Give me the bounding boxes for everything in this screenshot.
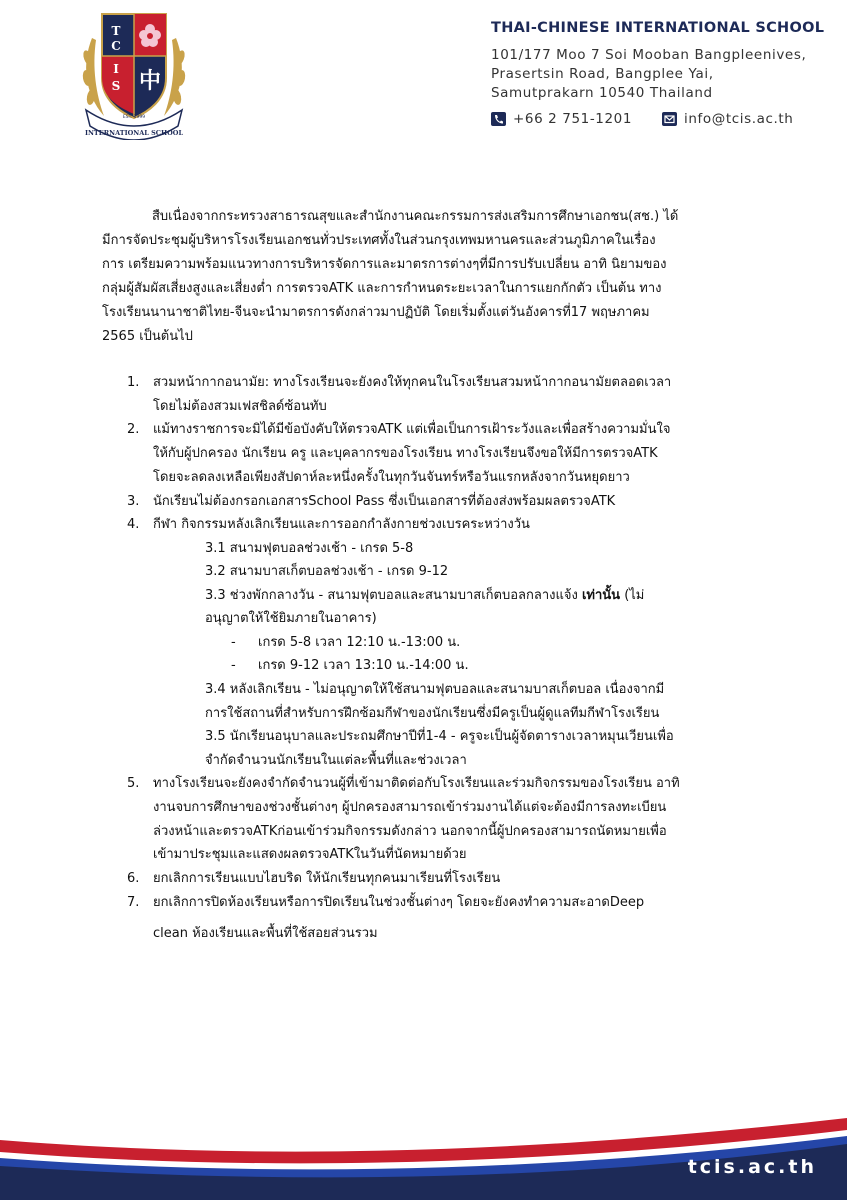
- school-name: THAI-CHINESE INTERNATIONAL SCHOOL: [491, 20, 825, 36]
- list-number: 5.: [127, 776, 140, 791]
- list-item-line: โดยจะลดลงเหลือเพียงสัปดาห์ละหนึ่งครั้งในทุกวันจันทร์หรือวันแรกหลังจากวันหยุดยาว: [153, 470, 630, 485]
- time-slot-1: เกรด 5-8 เวลา 12:10 น.-13:00 น.: [258, 635, 461, 650]
- intro-line: มีการจัดประชุมผู้บริหารโรงเรียนเอกชนทั่วประเทศทั้งในส่วนกรุงเทพมหานครและส่วนภูมิภาคในเรื่อง: [102, 233, 656, 248]
- sub-item-3-5-cont: จำกัดจำนวนนักเรียนในแต่ละพื้นที่และช่วงเวลา: [205, 753, 467, 768]
- address-line-1: 101/177 Moo 7 Soi Mooban Bangpleenives,: [491, 47, 807, 63]
- intro-line: การ เตรียมความพร้อมแนวทางการบริหารจัดการและมาตรการต่างๆที่มีการปรับเปลี่ยน อาทิ นิยามของ: [102, 257, 667, 272]
- sub-item-3-3: [205, 584, 644, 608]
- list-item-line: เข้ามาประชุมและแสดงผลตรวจATKในวันที่นัดหมายด้วย: [153, 847, 467, 862]
- intro-line: 2565 เป็นต้นไป: [102, 329, 193, 344]
- list-item-line: ยกเลิกการปิดห้องเรียนหรือการปิดเรียนในช่วงชั้นต่างๆ โดยจะยังคงทำความสะอาดDeep: [153, 895, 645, 910]
- sub-item-3-2: 3.2 สนามบาสเก็ตบอลช่วงเช้า - เกรด 9-12: [205, 564, 449, 579]
- list-item-line: ทางโรงเรียนจะยังคงจำกัดจำนวนผู้ที่เข้ามาติดต่อกับโรงเรียนและร่วมกิจกรรมของโรงเรียน อาทิ: [153, 776, 680, 791]
- list-number: 6.: [127, 871, 140, 886]
- sub-item-3-5: 3.5 นักเรียนอนุบาลและประถมศึกษาปีที่1-4 - ครูจะเป็นผู้จัดตารางเวลาหมุนเวียนเพื่อ: [205, 729, 674, 744]
- phone-number: +66 2 751-1201: [513, 111, 633, 127]
- school-logo: [78, 8, 190, 140]
- intro-line: สืบเนื่องจากกระทรวงสาธารณสุขและสำนักงานคณะกรรมการส่งเสริมการศึกษาเอกชน(สช.) ได้: [152, 209, 679, 224]
- address-line-3: Samutprakarn 10540 Thailand: [491, 85, 713, 101]
- list-number: 7.: [127, 895, 140, 910]
- dash-bullet: -: [231, 658, 236, 673]
- svg-text:中: 中: [138, 69, 162, 94]
- email-address: info@tcis.ac.th: [684, 111, 794, 127]
- email-contact: [662, 111, 793, 127]
- time-slot-2: เกรด 9-12 เวลา 13:10 น.-14:00 น.: [258, 658, 469, 673]
- list-item-line: กีฬา กิจกรรมหลังเลิกเรียนและการออกกำลังกายช่วงเบรคระหว่างวัน: [153, 517, 530, 532]
- svg-text:INTERNATIONAL SCHOOL: INTERNATIONAL SCHOOL: [84, 129, 184, 137]
- list-number: 1.: [127, 375, 140, 390]
- phone-contact: [491, 111, 632, 127]
- list-item-line: ยกเลิกการเรียนแบบไฮบริด ให้นักเรียนทุกคนมาเรียนที่โรงเรียน: [153, 871, 501, 886]
- website-url[interactable]: tcis.ac.th: [687, 1156, 817, 1178]
- svg-text:C: C: [111, 39, 121, 53]
- phone-icon: [491, 112, 506, 126]
- sub-item-3-4-cont: การใช้สถานที่สำหรับการฝึกซ้อมกีฬาของนักเรียนซึ่งมีครูเป็นผู้ดูแลทีมกีฬาโรงเรียน: [205, 706, 660, 721]
- emphasis-text: เท่านั้น: [581, 588, 621, 603]
- dash-bullet: -: [231, 635, 236, 650]
- list-item-line: clean ห้องเรียนและพื้นที่ใช้สอยส่วนรวม: [153, 926, 378, 941]
- sub-item-text: (ไม่: [620, 588, 645, 603]
- list-item-line: แม้ทางราชการจะมิได้มีข้อบังคับให้ตรวจATK แต่เพื่อเป็นการเฝ้าระวังและเพื่อสร้างความมั่นใจ: [153, 422, 671, 437]
- sub-item-text: 3.3 ช่วงพักกลางวัน - สนามฟุตบอลและสนามบาสเก็ตบอลกลางแจ้ง: [205, 588, 582, 603]
- list-item-line: ให้กับผู้ปกครอง นักเรียน ครู และบุคลากรของโรงเรียน ทางโรงเรียนจึงขอให้มีการตรวจATK: [153, 446, 658, 461]
- footer-wave: [0, 1100, 847, 1200]
- list-item-line: นักเรียนไม่ต้องกรอกเอกสารSchool Pass ซึ่งเป็นเอกสารที่ต้องส่งพร้อมผลตรวจATK: [153, 494, 616, 509]
- intro-line: กลุ่มผู้สัมผัสเสี่ยงสูงและเสี่ยงต่ำ การตรวจATK และการกำหนดระยะเวลาในการแยกกักตัว เป็นต้น ทาง: [102, 281, 662, 296]
- list-item-line: โดยไม่ต้องสวมเฟสชิลด์ซ้อนทับ: [153, 399, 327, 414]
- svg-text:EST. 1999: EST. 1999: [122, 115, 146, 120]
- svg-text:T: T: [111, 24, 121, 38]
- intro-line: โรงเรียนนานาชาติไทย-จีนจะนำมาตรการดังกล่าวมาปฏิบัติ โดยเริ่มตั้งแต่วันอังคารที่17 พฤษภาคม: [102, 305, 650, 320]
- svg-text:I: I: [113, 62, 119, 76]
- list-number: 3.: [127, 494, 140, 509]
- list-item-line: ล่วงหน้าและตรวจATKก่อนเข้าร่วมกิจกรรมดังกล่าว นอกจากนี้ผู้ปกครองสามารถนัดหมายเพื่อ: [153, 824, 667, 839]
- sub-item-3-1: 3.1 สนามฟุตบอลช่วงเช้า - เกรด 5-8: [205, 541, 414, 556]
- list-item-line: งานจบการศึกษาของช่วงชั้นต่างๆ ผู้ปกครองสามารถเข้าร่วมงานได้แต่จะต้องมีการลงทะเบียน: [153, 800, 667, 815]
- address-line-2: Prasertsin Road, Bangplee Yai,: [491, 66, 714, 82]
- sub-item-3-3-cont: อนุญาตให้ใช้ยิมภายในอาคาร): [205, 611, 377, 626]
- svg-text:S: S: [111, 79, 121, 93]
- envelope-icon: [662, 112, 677, 126]
- list-number: 4.: [127, 517, 140, 532]
- list-item-line: สวมหน้ากากอนามัย: ทางโรงเรียนจะยังคงให้ทุกคนในโรงเรียนสวมหน้ากากอนามัยตลอดเวลา: [153, 375, 672, 390]
- list-number: 2.: [127, 422, 140, 437]
- sub-item-3-4: 3.4 หลังเลิกเรียน - ไม่อนุญาตให้ใช้สนามฟุตบอลและสนามบาสเก็ตบอล เนื่องจากมี: [205, 682, 665, 697]
